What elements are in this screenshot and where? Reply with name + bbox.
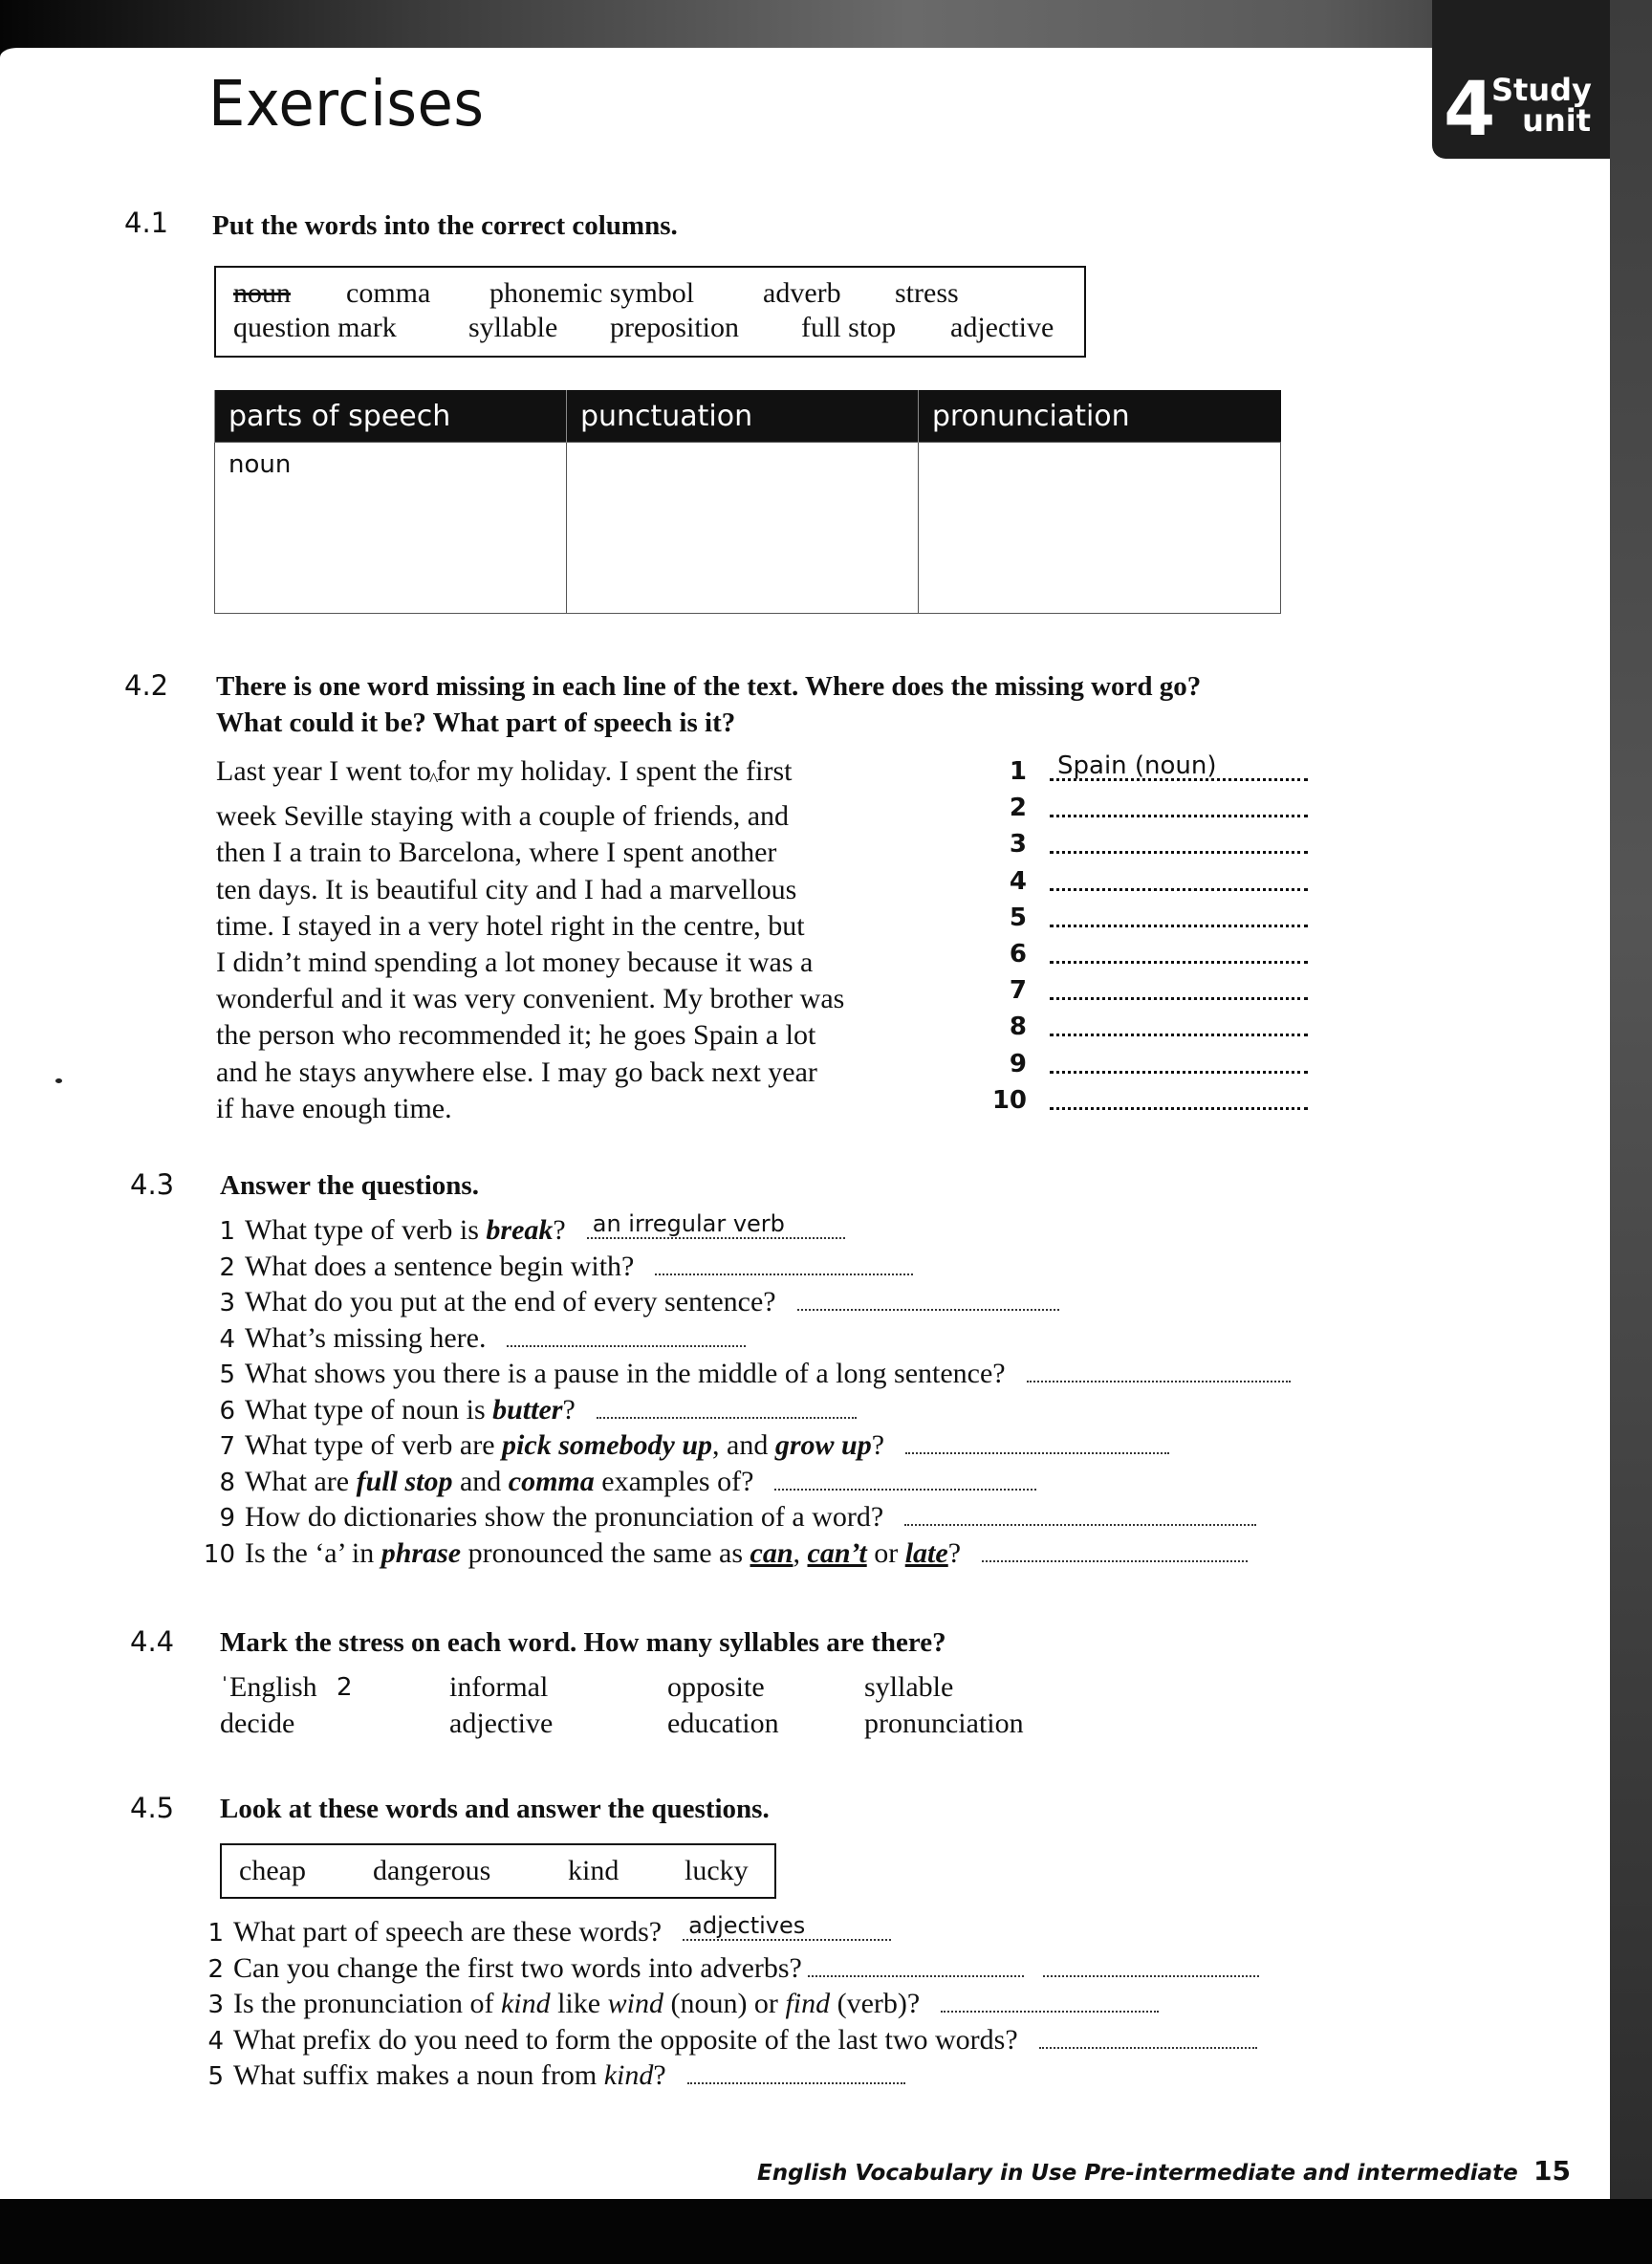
answer-input[interactable] [1050, 815, 1308, 817]
text-line: wonderful and it was very convenient. My brother was [216, 983, 845, 1015]
question-item: 2 What does a sentence begin with? [203, 1251, 1291, 1287]
answer-input[interactable]: an irregular verb [587, 1236, 845, 1239]
col-header: pronunciation [918, 390, 1280, 443]
answer-list [991, 751, 1281, 1119]
question-item: 2 Can you change the first two words into adverbs? [191, 1952, 1259, 1989]
question-item: 9 How do dictionaries show the pronunciation of a word? [203, 1501, 1291, 1537]
page-number: 15 [1533, 2155, 1571, 2187]
stress-word: ˈEnglish [220, 1671, 317, 1703]
word-box [220, 1843, 776, 1899]
answer-row: 3 [994, 826, 1281, 862]
unit-tab [1432, 0, 1610, 159]
question-item: 6 What type of noun is butter? [203, 1394, 1291, 1430]
question-item: 7 What type of verb are pick somebody up, and grow up? [203, 1429, 1291, 1466]
answer-input[interactable] [1050, 1107, 1308, 1110]
answer-input[interactable] [1039, 2046, 1257, 2049]
exercise-number: 4.3 [130, 1168, 175, 1201]
word: syllable [468, 312, 558, 343]
word: cheap [239, 1855, 306, 1886]
text-line: I didn’t mind spending a lot money because it was a [216, 947, 814, 979]
answer-input[interactable] [941, 2010, 1159, 2013]
answer-input[interactable] [507, 1344, 746, 1347]
answer-input[interactable] [905, 1451, 1169, 1454]
answer-input[interactable] [1050, 851, 1308, 854]
gap-text [216, 753, 962, 1127]
col-header: parts of speech [215, 390, 567, 443]
word: full stop [801, 312, 897, 343]
answer-input[interactable] [655, 1273, 913, 1275]
stress-word: opposite [667, 1671, 765, 1703]
question-item: 10 Is the ‘a’ in phrase pronounced the same as can, can’t or late? [203, 1537, 1291, 1574]
answer-input[interactable] [597, 1416, 857, 1419]
columns-table [214, 390, 1281, 614]
text-line: week Seville staying with a couple of friends, and [216, 800, 790, 833]
question-item: 1 What part of speech are these words? adjectives [191, 1916, 1259, 1952]
answer-row: 1 Spain (noun) [994, 753, 1281, 790]
exercise-instruction: Answer the questions. [220, 1170, 479, 1201]
stress-word: informal [449, 1671, 549, 1703]
unit-label: Study unit [1491, 72, 1592, 139]
word: lucky [685, 1855, 749, 1886]
question-list [191, 1912, 1259, 2096]
answer-row: 2 [994, 790, 1281, 826]
word: preposition [610, 312, 739, 343]
book-title: English Vocabulary in Use Pre-intermediate and intermediate [757, 2161, 1518, 2186]
word: kind [568, 1855, 620, 1886]
answer-input[interactable] [1050, 925, 1308, 927]
answer-input[interactable] [1050, 1034, 1308, 1036]
answer-row: 7 [994, 972, 1281, 1009]
text-line: ten days. It is beautiful city and I had a marvellous [216, 873, 797, 905]
syllable-count-answer[interactable]: 2 [337, 1673, 353, 1702]
text-line: if have enough time. [216, 1092, 452, 1124]
answer-input[interactable]: adjectives [683, 1938, 891, 1941]
answer-input[interactable] [808, 1974, 1024, 1977]
question-item: 1 What type of verb is break? an irregular verb [203, 1214, 1291, 1251]
table-cell-input[interactable]: noun [215, 443, 567, 614]
word: question mark [233, 312, 397, 343]
answer-row: 8 [994, 1009, 1281, 1045]
word: dangerous [373, 1855, 491, 1886]
text-line: Last year I went $to_{\^{}}for$ my holiday. I spent the first [216, 755, 793, 791]
stress-word: syllable [864, 1671, 954, 1703]
unit-number: 4 [1444, 67, 1496, 153]
insert-caret-mark: ^ [428, 770, 439, 791]
stress-word: education [667, 1708, 779, 1739]
text-line: time. I stayed in a very hotel right in the centre, but [216, 909, 805, 942]
stress-word: adjective [449, 1708, 554, 1739]
exercise-instruction: There is one word missing in each line of the text. Where does the missing word go? [216, 671, 1202, 702]
answer-input[interactable] [774, 1488, 1036, 1491]
answer-input[interactable] [1050, 961, 1308, 964]
question-item: 8 What are full stop and comma examples of? [203, 1466, 1291, 1502]
text-line: then I a train to Barcelona, where I spent another [216, 837, 777, 869]
answer-input[interactable] [1050, 997, 1308, 1000]
answer-input[interactable] [797, 1308, 1059, 1311]
answer-input[interactable] [982, 1559, 1248, 1562]
answer-input[interactable] [1050, 1071, 1308, 1074]
scan-background-right [1610, 0, 1652, 2264]
col-header: punctuation [566, 390, 918, 443]
question-item: 3 What do you put at the end of every sentence? [203, 1286, 1291, 1322]
exercise-number: 4.2 [124, 669, 169, 702]
table-cell-input[interactable] [918, 443, 1280, 614]
text-line: the person who recommended it; he goes Spain a lot [216, 1019, 816, 1052]
answer-row: 10 [994, 1082, 1281, 1119]
page-title: Exercises [208, 67, 485, 141]
word: adverb [763, 277, 841, 309]
answer-row: 4 [994, 863, 1281, 900]
question-item: 5 What shows you there is a pause in the middle of a long sentence? [203, 1358, 1291, 1394]
question-list [203, 1210, 1291, 1573]
word-box [214, 266, 1086, 358]
question-item: 3 Is the pronunciation of kind like wind (noun) or find (verb)? [191, 1988, 1259, 2024]
stress-word: decide [220, 1708, 295, 1739]
question-item: 4 What prefix do you need to form the opposite of the last two words? [191, 2024, 1259, 2060]
exercise-number: 4.5 [130, 1792, 175, 1824]
word-crossed: noun [233, 277, 291, 309]
exercise-number: 4.1 [124, 207, 169, 239]
exercise-instruction: What could it be? What part of speech is it? [216, 708, 736, 738]
question-item: 4 What’s missing here. [203, 1322, 1291, 1359]
word: comma [346, 277, 431, 309]
answer-input[interactable] [1050, 888, 1308, 891]
exercise-instruction: Put the words into the correct columns. [212, 210, 678, 241]
answer-row: 6 [994, 936, 1281, 972]
word: adjective [950, 312, 1054, 343]
scan-background-bottom [0, 2199, 1652, 2264]
table-cell-input[interactable] [566, 443, 918, 614]
answer-row: 5 [994, 900, 1281, 936]
word: stress [895, 277, 959, 309]
text-line: and he stays anywhere else. I may go back next year [216, 1056, 817, 1088]
exercise-instruction: Look at these words and answer the questions. [220, 1794, 770, 1824]
question-item: 5 What suffix makes a noun from kind? [191, 2059, 1259, 2096]
scan-speck [55, 1078, 62, 1083]
answer-input[interactable] [1043, 1974, 1259, 1977]
stress-word: pronunciation [864, 1708, 1024, 1739]
answer-row: 9 [994, 1046, 1281, 1082]
word: phonemic symbol [489, 277, 695, 309]
exercise-instruction: Mark the stress on each word. How many syllables are there? [220, 1627, 946, 1658]
answer-input[interactable] [904, 1523, 1256, 1526]
answer-input[interactable] [1027, 1380, 1291, 1382]
answer-input[interactable] [687, 2081, 905, 2084]
exercise-number: 4.4 [130, 1625, 175, 1658]
